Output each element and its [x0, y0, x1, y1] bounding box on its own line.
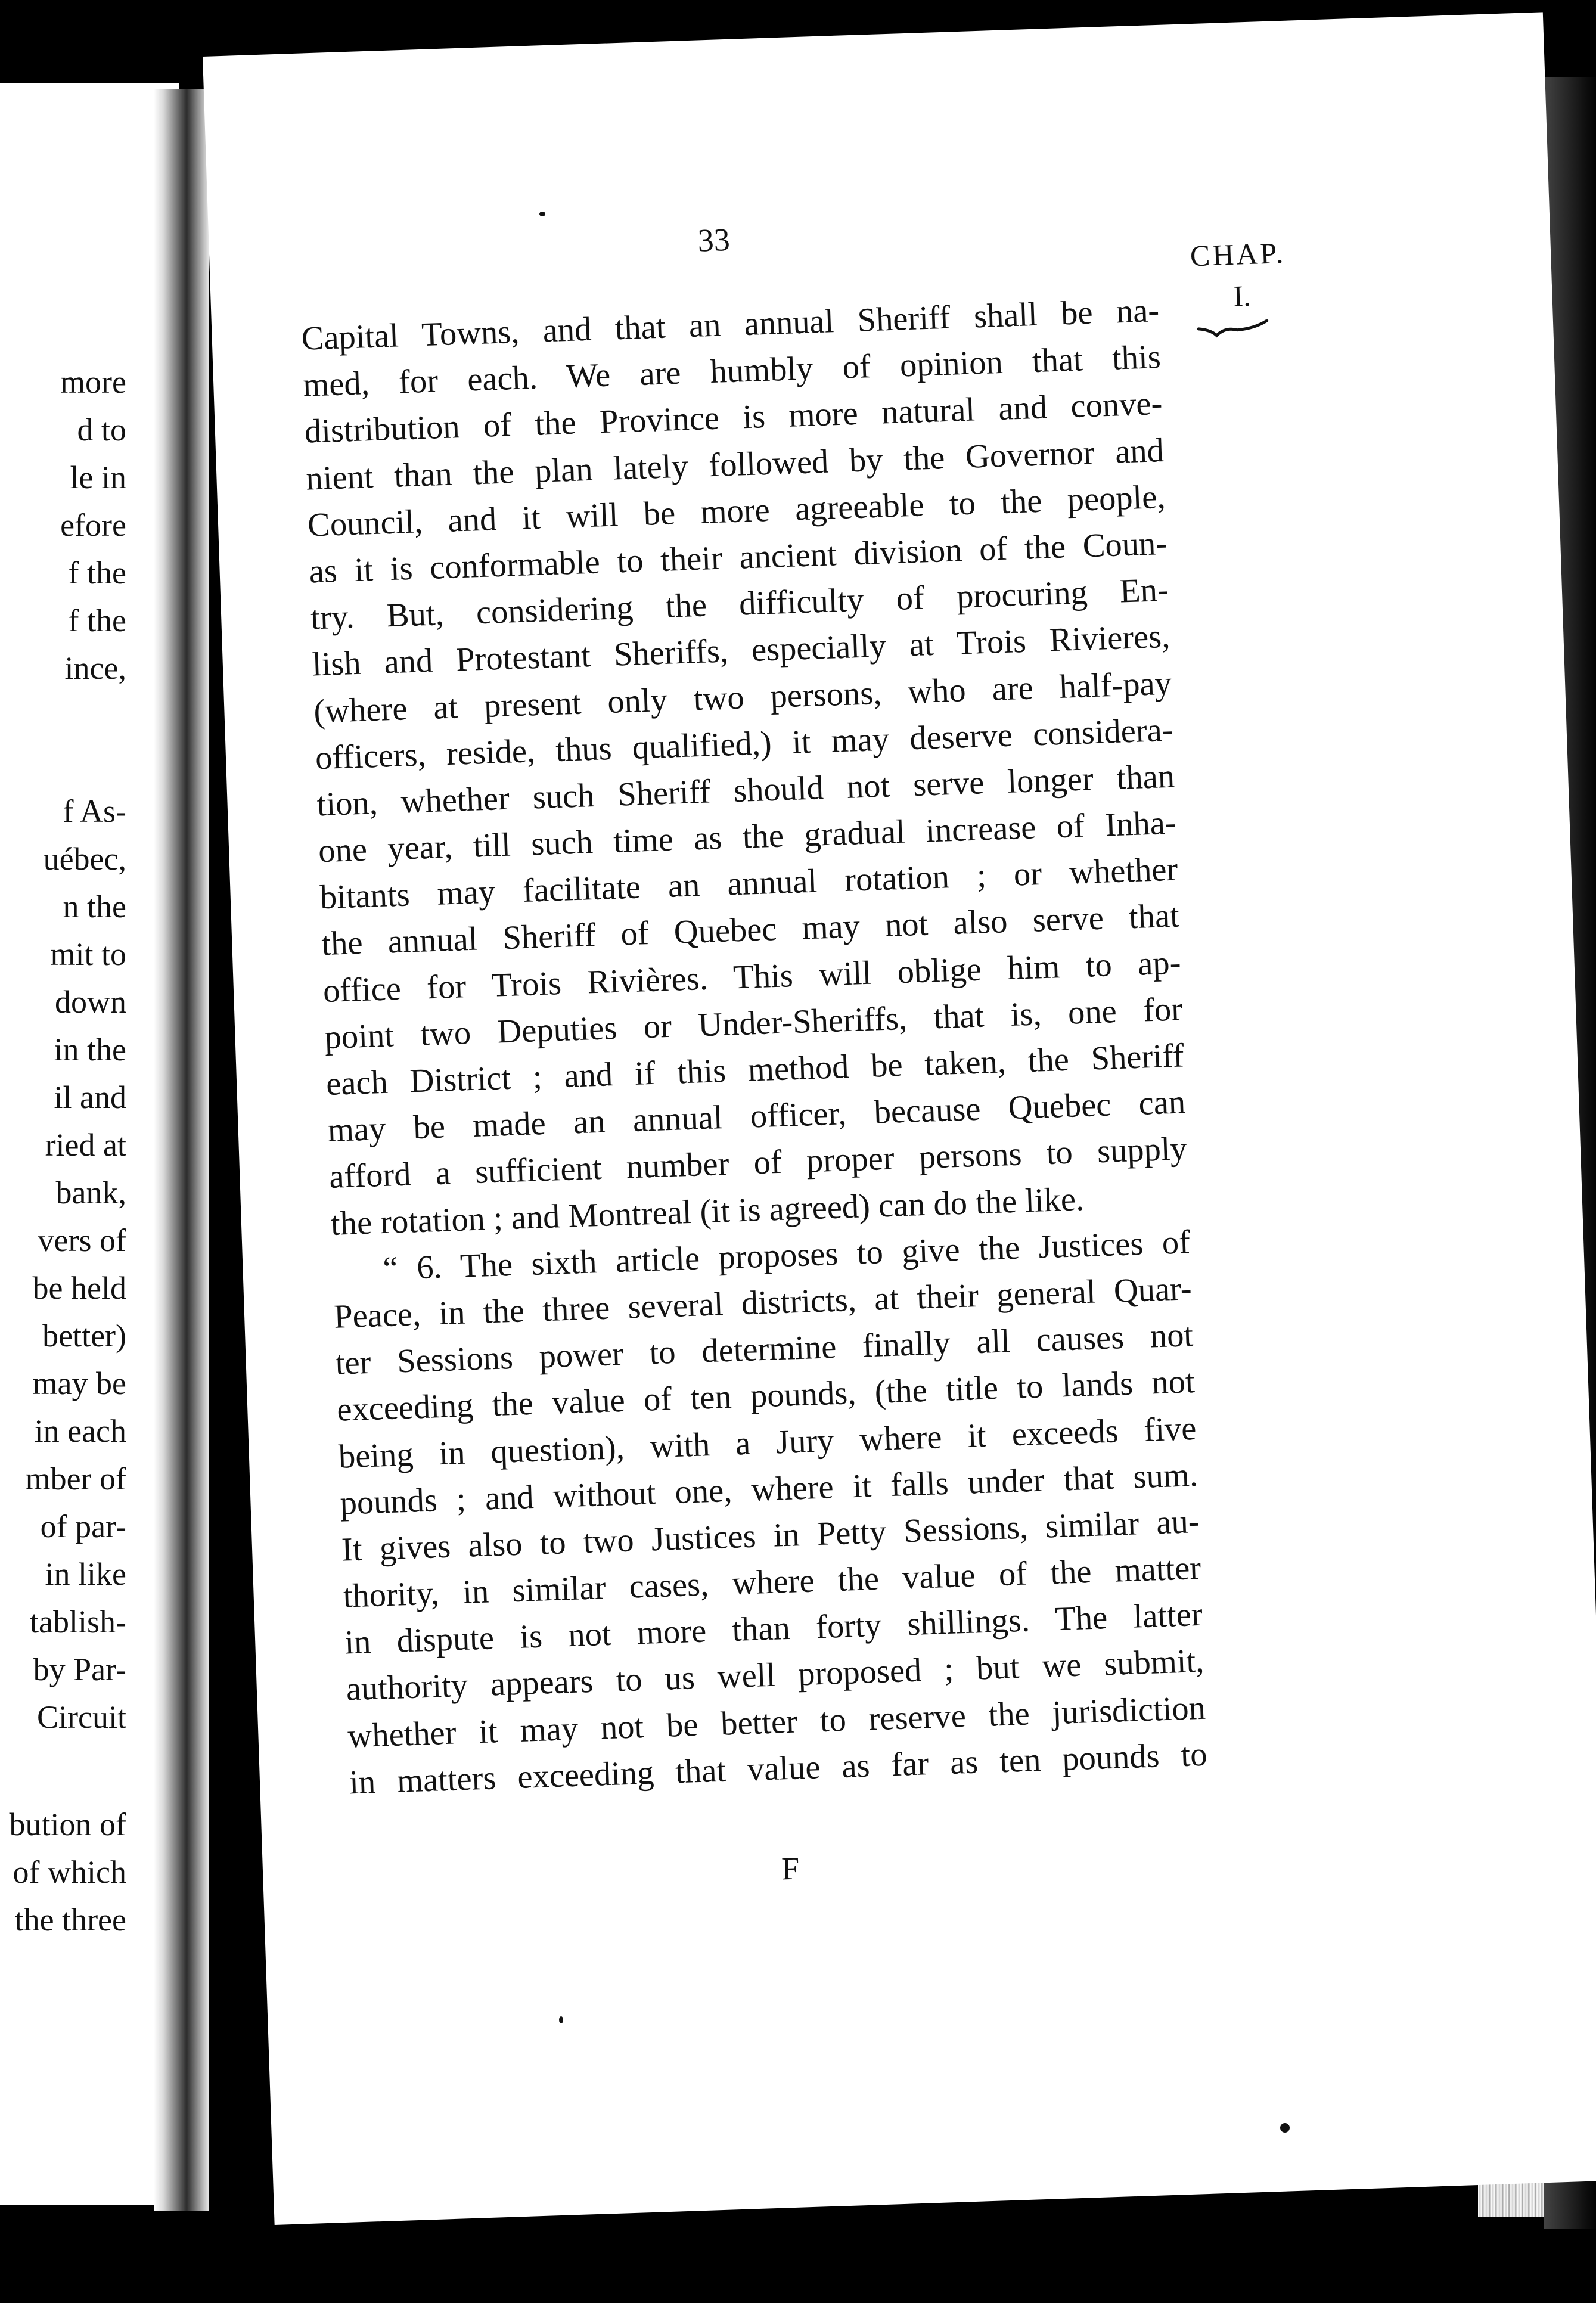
- left-page-fragment: the three: [14, 1902, 126, 1938]
- text-line: as it is conformable to their ancient division of the Coun-: [308, 524, 1167, 591]
- left-page-fragment: f As-: [63, 793, 126, 829]
- chapter-margin-number: I.: [1232, 278, 1252, 313]
- left-page-fragment: more: [60, 364, 126, 400]
- left-page-fragment: bution of: [9, 1807, 126, 1842]
- left-page-fragment: efore: [60, 507, 126, 543]
- text-line: ter Sessions power to determine finally all causes not: [334, 1317, 1194, 1382]
- left-page-fragment: down: [55, 984, 126, 1020]
- text-line: whether it may not be better to reserve the jurisdiction: [347, 1689, 1206, 1755]
- text-line: nient than the plan lately followed by the Governor and: [305, 432, 1165, 498]
- left-page-fragment: mber of: [25, 1461, 126, 1497]
- left-page-fragment: n the: [63, 889, 126, 924]
- left-page-fragment: in each: [34, 1413, 126, 1449]
- text-line: lish and Protestant Sheriffs, especially at Trois Rivieres,: [311, 618, 1171, 684]
- text-line: afford a sufficient number of proper persons to supply: [328, 1130, 1188, 1196]
- left-page-fragment: in the: [54, 1032, 126, 1067]
- left-page-fragment: il and: [54, 1079, 126, 1115]
- left-page-fragment: mit to: [50, 936, 126, 972]
- left-page-fragment: Circuit: [37, 1699, 126, 1735]
- page-number: 33: [697, 221, 731, 259]
- left-page-fragment: tablish-: [30, 1604, 126, 1640]
- printer-signature-mark: F: [781, 1850, 800, 1887]
- book-gutter: [154, 89, 209, 2211]
- ink-speck: [539, 212, 545, 216]
- text-line: in dispute is not more than forty shillings. The latter: [344, 1596, 1203, 1662]
- text-line: authority appears to us well proposed ; but we submit,: [345, 1643, 1205, 1708]
- text-line: Council, and it will be more agreeable to the people,: [307, 478, 1166, 544]
- left-page-fragment: bank,: [55, 1175, 126, 1211]
- left-page-fragment: vers of: [38, 1222, 126, 1258]
- chapter-margin-label: CHAP.: [1190, 235, 1287, 273]
- text-line: the annual Sheriff of Quebec may not also serve that: [321, 897, 1180, 963]
- text-line: thority, in similar cases, where the value of the matter: [342, 1549, 1202, 1615]
- left-page-fragment: f the: [68, 555, 126, 591]
- text-line: pounds ; and without one, where it falls under that sum.: [339, 1456, 1198, 1522]
- left-page-fragment: of which: [13, 1854, 126, 1890]
- text-line: may be made an annual officer, because Quebec can: [327, 1084, 1187, 1150]
- text-line: exceeding the value of ten pounds, (the title to lands not: [336, 1363, 1196, 1429]
- chapter-brace-mark: [1196, 319, 1274, 346]
- left-page-text: [0, 0, 179, 2303]
- left-page-fragment: uébec,: [43, 841, 126, 877]
- text-line: one year, till such time as the gradual increase of Inha-: [318, 804, 1177, 870]
- text-line: office for Trois Rivières. This will oblige him to ap-: [322, 944, 1182, 1010]
- text-line: being in question), with a Jury where it exceeds five: [337, 1410, 1197, 1476]
- text-line: (where at present only two persons, who are half-pay: [313, 665, 1172, 730]
- right-page: [203, 12, 1596, 2225]
- text-line: med, for each. We are humbly of opinion that this: [302, 339, 1162, 404]
- left-page-fragment: le in: [70, 460, 126, 495]
- text-line: Peace, in the three several districts, at their general Quar-: [333, 1270, 1193, 1336]
- left-page-fragment: ince,: [64, 650, 126, 686]
- left-page-fragment: d to: [77, 412, 126, 448]
- text-line: bitants may facilitate an annual rotation ; or whether: [319, 851, 1179, 917]
- text-line: distribution of the Province is more natural and conve-: [303, 385, 1163, 451]
- text-line: in matters exceeding that value as far as ten pounds to: [349, 1736, 1208, 1802]
- left-page-fragment: of par-: [40, 1509, 126, 1544]
- left-page-fragment: may be: [32, 1365, 126, 1401]
- left-page-fragment: f the: [68, 603, 126, 638]
- left-page-fragment: ried at: [45, 1127, 126, 1163]
- text-line: It gives also to two Justices in Petty Sessions, similar au-: [341, 1503, 1200, 1569]
- text-line: the rotation ; and Montreal (it is agreed) can do the like.: [330, 1180, 1085, 1243]
- ink-speck: [559, 2016, 563, 2023]
- text-line: each District ; and if this method be taken, the Sheriff: [325, 1037, 1185, 1103]
- text-line: “ 6. The sixth article proposes to give the Justices of: [382, 1223, 1191, 1287]
- text-line: Capital Towns, and that an annual Sheriff shall be na-: [300, 292, 1160, 358]
- text-line: tion, whether such Sheriff should not serve longer than: [316, 758, 1175, 824]
- text-line: point two Deputies or Under-Sheriffs, that is, one for: [324, 991, 1183, 1056]
- text-line: try. But, considering the difficulty of procuring En-: [310, 571, 1169, 637]
- left-page-fragment: be held: [32, 1270, 126, 1306]
- ink-speck: [1280, 2123, 1290, 2133]
- left-page-fragment: in like: [45, 1556, 126, 1592]
- text-line: officers, reside, thus qualified,) it may deserve considera-: [315, 711, 1174, 777]
- left-page-fragment: by Par-: [33, 1652, 126, 1687]
- body-text: [301, 287, 1208, 1806]
- left-page-fragment: better): [42, 1318, 126, 1354]
